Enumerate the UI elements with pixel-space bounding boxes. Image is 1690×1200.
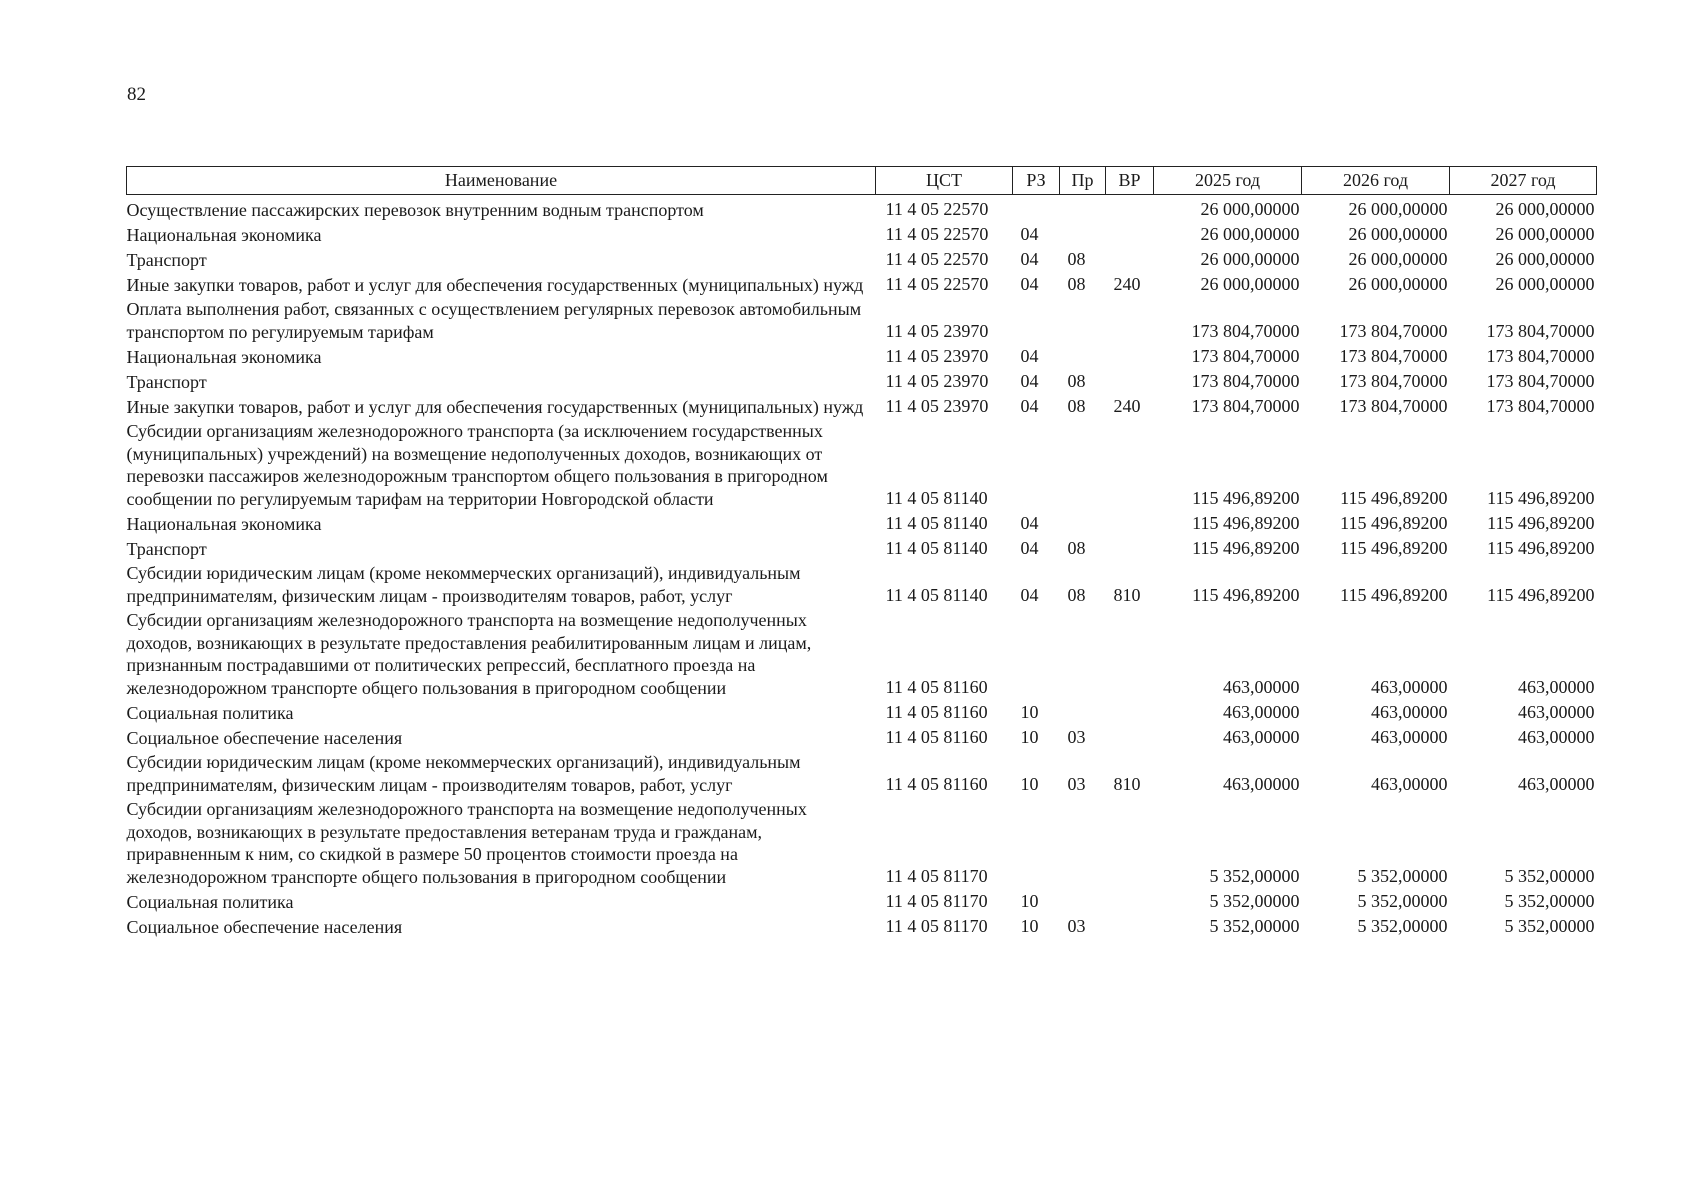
row-name: Национальная экономика — [126, 346, 322, 367]
row-name: Иные закупки товаров, работ и услуг для обеспечения государственных (муниципальных) нужд — [126, 396, 864, 417]
row-name: Социальная политика — [126, 891, 294, 912]
table-row — [127, 914, 1597, 939]
row-2026: 5 352,00000 — [1357, 866, 1448, 886]
row-pr: 08 — [1067, 538, 1086, 558]
row-vr — [1106, 700, 1154, 725]
row-name: Субсидии юридическим лицам (кроме некоммерческих организаций), индивидуальным предпринимателям, физическим лицам - производителям товаров, работ, услуг — [126, 563, 801, 606]
row-vr — [1106, 195, 1154, 223]
row-2025: 5 352,00000 — [1209, 891, 1300, 911]
row-name: Национальная экономика — [126, 513, 322, 534]
row-2027: 173 804,70000 — [1486, 346, 1595, 366]
row-cst: 11 4 05 81160 — [885, 727, 988, 747]
row-2025: 463,00000 — [1223, 774, 1300, 794]
table-row — [127, 700, 1597, 725]
row-rz: 04 — [1020, 249, 1039, 269]
table-row — [127, 511, 1597, 536]
row-2026: 26 000,00000 — [1348, 274, 1448, 294]
header-2027: 2027 год — [1450, 167, 1597, 195]
row-pr — [1060, 222, 1106, 247]
row-pr — [1060, 700, 1106, 725]
row-2025: 115 496,89200 — [1192, 488, 1300, 508]
row-cst: 11 4 05 81170 — [885, 891, 988, 911]
row-2026: 463,00000 — [1371, 727, 1448, 747]
row-2025: 173 804,70000 — [1191, 346, 1300, 366]
row-pr — [1060, 511, 1106, 536]
row-2027: 115 496,89200 — [1487, 513, 1595, 533]
row-2025: 463,00000 — [1223, 677, 1300, 697]
budget-table — [126, 166, 1597, 939]
row-2025: 463,00000 — [1223, 727, 1300, 747]
row-vr — [1106, 608, 1154, 700]
row-2025: 26 000,00000 — [1200, 249, 1300, 269]
row-rz: 04 — [1020, 274, 1039, 294]
row-pr — [1060, 297, 1106, 344]
row-cst: 11 4 05 23970 — [885, 346, 989, 366]
row-vr — [1106, 419, 1154, 511]
row-2026: 463,00000 — [1371, 702, 1448, 722]
row-cst: 11 4 05 22570 — [885, 199, 989, 219]
header-vr: ВР — [1106, 167, 1154, 195]
row-vr — [1106, 369, 1154, 394]
row-pr — [1060, 419, 1106, 511]
row-cst: 11 4 05 22570 — [885, 274, 989, 294]
row-name: Оплата выполнения работ, связанных с осуществлением регулярных перевозок автомобильным транспортом по регулируемым тарифам — [126, 299, 862, 342]
row-2027: 26 000,00000 — [1495, 249, 1595, 269]
row-name: Субсидии организациям железнодорожного транспорта (за исключением государственных (муниципальных) учреждений) на возмещение недополученных доходов, возникающих от перевозки пассажиров железнодорожным транспортом общего пользования в пригородном сообщении по регулируемым тарифам на территории Новгородской области — [126, 421, 828, 509]
row-2026: 115 496,89200 — [1340, 538, 1448, 558]
table-row — [127, 195, 1597, 223]
header-pr: Пр — [1060, 167, 1106, 195]
row-2026: 5 352,00000 — [1357, 891, 1448, 911]
row-2026: 5 352,00000 — [1357, 916, 1448, 936]
row-pr: 08 — [1067, 249, 1086, 269]
row-2025: 26 000,00000 — [1200, 224, 1300, 244]
row-2027: 115 496,89200 — [1487, 585, 1595, 605]
row-2026: 173 804,70000 — [1339, 346, 1448, 366]
row-pr: 03 — [1067, 916, 1086, 936]
row-rz: 10 — [1020, 702, 1039, 722]
row-vr — [1106, 344, 1154, 369]
row-name: Осуществление пассажирских перевозок внутренним водным транспортом — [126, 199, 704, 220]
row-pr — [1060, 195, 1106, 223]
table-row — [127, 419, 1597, 511]
row-vr — [1106, 914, 1154, 939]
header-2025: 2025 год — [1154, 167, 1302, 195]
row-rz: 04 — [1020, 346, 1039, 366]
table-row — [127, 725, 1597, 750]
row-2027: 26 000,00000 — [1495, 274, 1595, 294]
row-2027: 463,00000 — [1518, 677, 1595, 697]
row-cst: 11 4 05 81170 — [885, 866, 988, 886]
row-rz: 10 — [1020, 727, 1039, 747]
row-2027: 5 352,00000 — [1504, 891, 1595, 911]
row-cst: 11 4 05 81140 — [885, 513, 988, 533]
row-rz: 04 — [1020, 538, 1039, 558]
row-2025: 26 000,00000 — [1200, 199, 1300, 219]
row-name: Транспорт — [126, 538, 207, 559]
row-cst: 11 4 05 81140 — [885, 488, 988, 508]
table-row — [127, 272, 1597, 297]
row-2027: 463,00000 — [1518, 702, 1595, 722]
row-vr: 240 — [1113, 274, 1141, 294]
row-2025: 463,00000 — [1223, 702, 1300, 722]
row-vr — [1106, 511, 1154, 536]
row-2025: 173 804,70000 — [1191, 321, 1300, 341]
table-body — [127, 195, 1597, 940]
table-row — [127, 394, 1597, 419]
row-name: Социальное обеспечение населения — [126, 727, 403, 748]
table-row — [127, 797, 1597, 889]
row-rz — [1013, 608, 1060, 700]
table-row — [127, 222, 1597, 247]
row-rz — [1013, 419, 1060, 511]
row-vr — [1106, 536, 1154, 561]
table-row — [127, 536, 1597, 561]
row-pr: 08 — [1067, 371, 1086, 391]
row-2027: 26 000,00000 — [1495, 199, 1595, 219]
row-pr — [1060, 608, 1106, 700]
row-rz: 10 — [1020, 891, 1039, 911]
row-name: Транспорт — [126, 249, 207, 270]
row-cst: 11 4 05 81160 — [885, 702, 988, 722]
row-rz: 04 — [1020, 396, 1039, 416]
row-2026: 26 000,00000 — [1348, 199, 1448, 219]
page-number: 82 — [127, 84, 146, 105]
row-vr: 810 — [1113, 774, 1141, 794]
row-2027: 173 804,70000 — [1486, 321, 1595, 341]
header-name: Наименование — [127, 167, 876, 195]
table-row — [127, 369, 1597, 394]
table-row — [127, 750, 1597, 797]
row-pr — [1060, 797, 1106, 889]
row-pr: 03 — [1067, 774, 1086, 794]
row-2026: 173 804,70000 — [1339, 396, 1448, 416]
row-pr: 08 — [1067, 396, 1086, 416]
table-row — [127, 608, 1597, 700]
row-2027: 26 000,00000 — [1495, 224, 1595, 244]
row-2025: 26 000,00000 — [1200, 274, 1300, 294]
row-pr — [1060, 344, 1106, 369]
row-2025: 5 352,00000 — [1209, 866, 1300, 886]
row-pr: 08 — [1067, 585, 1086, 605]
row-cst: 11 4 05 23970 — [885, 396, 989, 416]
row-rz: 04 — [1020, 585, 1039, 605]
row-2025: 173 804,70000 — [1191, 396, 1300, 416]
row-name: Социальное обеспечение населения — [126, 916, 403, 937]
row-pr: 08 — [1067, 274, 1086, 294]
row-rz: 10 — [1020, 774, 1039, 794]
row-2026: 115 496,89200 — [1340, 585, 1448, 605]
row-2026: 173 804,70000 — [1339, 321, 1448, 341]
row-cst: 11 4 05 22570 — [885, 224, 989, 244]
row-2027: 5 352,00000 — [1504, 866, 1595, 886]
header-rz: РЗ — [1013, 167, 1060, 195]
table-row — [127, 889, 1597, 914]
row-pr — [1060, 889, 1106, 914]
row-2027: 173 804,70000 — [1486, 371, 1595, 391]
row-2026: 115 496,89200 — [1340, 513, 1448, 533]
row-2026: 115 496,89200 — [1340, 488, 1448, 508]
row-name: Субсидии организациям железнодорожного транспорта на возмещение недополученных доходов, возникающих в результате предоставления ветеранам труда и гражданам, приравненным к ним, со скидкой в размере 50 процентов стоимости проезда на железнодорожном транспорте общего пользования в пригородном сообщении — [126, 799, 807, 887]
table-row — [127, 344, 1597, 369]
row-cst: 11 4 05 23970 — [885, 321, 989, 341]
row-name: Иные закупки товаров, работ и услуг для обеспечения государственных (муниципальных) нужд — [126, 274, 864, 295]
row-rz: 04 — [1020, 371, 1039, 391]
table-row — [127, 247, 1597, 272]
table-row — [127, 561, 1597, 608]
row-2025: 5 352,00000 — [1209, 916, 1300, 936]
table-row — [127, 297, 1597, 344]
row-cst: 11 4 05 81160 — [885, 774, 988, 794]
row-2026: 26 000,00000 — [1348, 224, 1448, 244]
row-vr — [1106, 222, 1154, 247]
row-cst: 11 4 05 81160 — [885, 677, 988, 697]
row-vr — [1106, 725, 1154, 750]
row-rz: 04 — [1020, 224, 1039, 244]
row-pr: 03 — [1067, 727, 1086, 747]
row-cst: 11 4 05 23970 — [885, 371, 989, 391]
row-vr — [1106, 247, 1154, 272]
row-name: Субсидии юридическим лицам (кроме некоммерческих организаций), индивидуальным предпринимателям, физическим лицам - производителям товаров, работ, услуг — [126, 752, 801, 795]
row-2027: 115 496,89200 — [1487, 538, 1595, 558]
row-rz — [1013, 797, 1060, 889]
row-2027: 463,00000 — [1518, 774, 1595, 794]
row-vr — [1106, 889, 1154, 914]
row-2026: 463,00000 — [1371, 677, 1448, 697]
row-name: Социальная политика — [126, 702, 294, 723]
row-cst: 11 4 05 81140 — [885, 585, 988, 605]
row-rz — [1013, 195, 1060, 223]
row-2025: 173 804,70000 — [1191, 371, 1300, 391]
row-rz: 04 — [1020, 513, 1039, 533]
row-name: Субсидии организациям железнодорожного транспорта на возмещение недополученных доходов, возникающих в результате предоставления реабилитированным лицам и лицам, признанным пострадавшими от политических репрессий, бесплатного проезда на железнодорожном транспорте общего пользования в пригородном сообщении — [126, 610, 812, 698]
row-vr: 240 — [1113, 396, 1141, 416]
row-rz — [1013, 297, 1060, 344]
row-vr — [1106, 797, 1154, 889]
row-2027: 115 496,89200 — [1487, 488, 1595, 508]
row-2027: 463,00000 — [1518, 727, 1595, 747]
row-2026: 463,00000 — [1371, 774, 1448, 794]
row-2027: 173 804,70000 — [1486, 396, 1595, 416]
header-cst: ЦСТ — [876, 167, 1013, 195]
row-vr — [1106, 297, 1154, 344]
row-cst: 11 4 05 22570 — [885, 249, 989, 269]
row-2025: 115 496,89200 — [1192, 513, 1300, 533]
row-2025: 115 496,89200 — [1192, 585, 1300, 605]
row-vr: 810 — [1113, 585, 1141, 605]
row-name: Национальная экономика — [126, 224, 322, 245]
table-header — [127, 167, 1597, 195]
row-rz: 10 — [1020, 916, 1039, 936]
row-2026: 26 000,00000 — [1348, 249, 1448, 269]
row-2025: 115 496,89200 — [1192, 538, 1300, 558]
row-cst: 11 4 05 81170 — [885, 916, 988, 936]
row-cst: 11 4 05 81140 — [885, 538, 988, 558]
header-2026: 2026 год — [1302, 167, 1450, 195]
row-name: Транспорт — [126, 371, 207, 392]
row-2026: 173 804,70000 — [1339, 371, 1448, 391]
row-2027: 5 352,00000 — [1504, 916, 1595, 936]
